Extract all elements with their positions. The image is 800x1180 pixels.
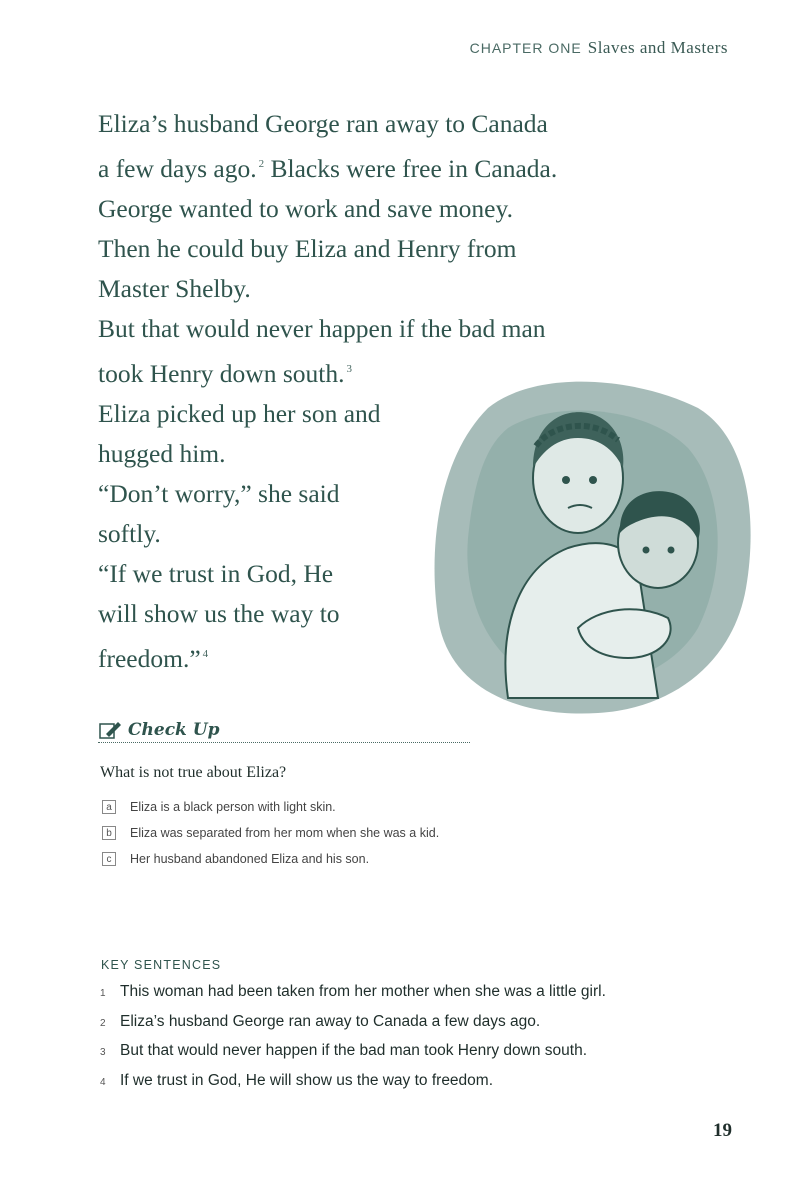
footnote-marker: 4 [202,648,209,660]
henry-eye [643,547,650,554]
key-sentence-number: 4 [100,1076,106,1088]
key-sentence-text: But that would never happen if the bad man took Henry down south. [120,1042,588,1059]
option-letter[interactable]: c [102,852,116,866]
key-sentences-heading: KEY SENTENCES [101,958,222,972]
key-sentence [100,1072,606,1102]
story-line-text: Blacks were free in Canada. [264,154,558,183]
story-line-text: a few days ago. [98,154,257,183]
answer-option[interactable] [102,820,439,846]
answer-options [102,794,439,872]
story-line-text: softly. [98,519,161,548]
footnote-marker: 3 [346,363,352,375]
key-sentences-list [100,983,606,1101]
story-line-text: “If we trust in God, He [98,559,334,588]
key-sentence-number: 1 [100,988,106,999]
henry-eye [668,547,675,554]
key-sentence-text: Eliza’s husband George ran away to Canada a few days ago. [120,1012,541,1030]
story-line [98,104,658,144]
story-line-text: Master Shelby. [98,274,251,303]
check-up-title: Check Up [128,720,220,740]
story-line [98,269,658,309]
story-line [98,144,658,189]
page-number: 19 [713,1120,732,1141]
check-up-question: What is not true about Eliza? [100,764,287,781]
story-line [98,189,658,229]
check-up-heading [98,720,470,743]
key-sentence-text: This woman had been taken from her mother when she was a little girl. [120,983,606,1000]
story-line-text: But that would never happen if the bad man [98,314,546,343]
story-line [98,309,658,349]
eliza-eye [589,476,597,484]
footnote-marker: 2 [258,158,265,170]
story-line-text: Eliza’s husband George ran away to Canada [98,109,548,138]
check-up-section [98,720,470,743]
option-text: Her husband abandoned Eliza and his son. [130,852,370,866]
story-line [98,229,658,269]
key-sentence-number: 3 [100,1047,106,1058]
option-text: Eliza is a black person with light skin. [130,800,336,814]
pencil-notepad-icon [98,720,122,740]
key-sentence-number: 2 [100,1017,106,1029]
key-sentence [100,983,606,1013]
illustration-eliza-hugging-henry [428,368,758,718]
answer-option[interactable] [102,794,439,820]
option-letter[interactable]: b [102,826,116,840]
story-line-text: freedom.” [98,644,201,673]
key-sentence [100,1013,606,1043]
key-sentence [100,1042,606,1072]
answer-option[interactable] [102,846,439,872]
key-sentence-text: If we trust in God, He will show us the way to freedom. [120,1071,494,1089]
option-letter[interactable]: a [102,800,116,814]
story-line-text: Then he could buy Eliza and Henry from [98,234,517,263]
eliza-eye [562,476,570,484]
option-text: Eliza was separated from her mom when she was a kid. [130,826,440,840]
story-line-text: George wanted to work and save money. [98,194,513,223]
story-line-text: will show us the way to [98,599,340,628]
story-line-text: “Don’t worry,” she said [98,479,340,508]
running-header [470,38,728,58]
story-line-text: Eliza picked up her son and [98,399,381,428]
story-line-text: took Henry down south. [98,359,345,388]
story-line-text: hugged him. [98,439,226,468]
chapter-label: CHAPTER ONE [469,40,582,56]
chapter-title: Slaves and Masters [587,38,728,57]
